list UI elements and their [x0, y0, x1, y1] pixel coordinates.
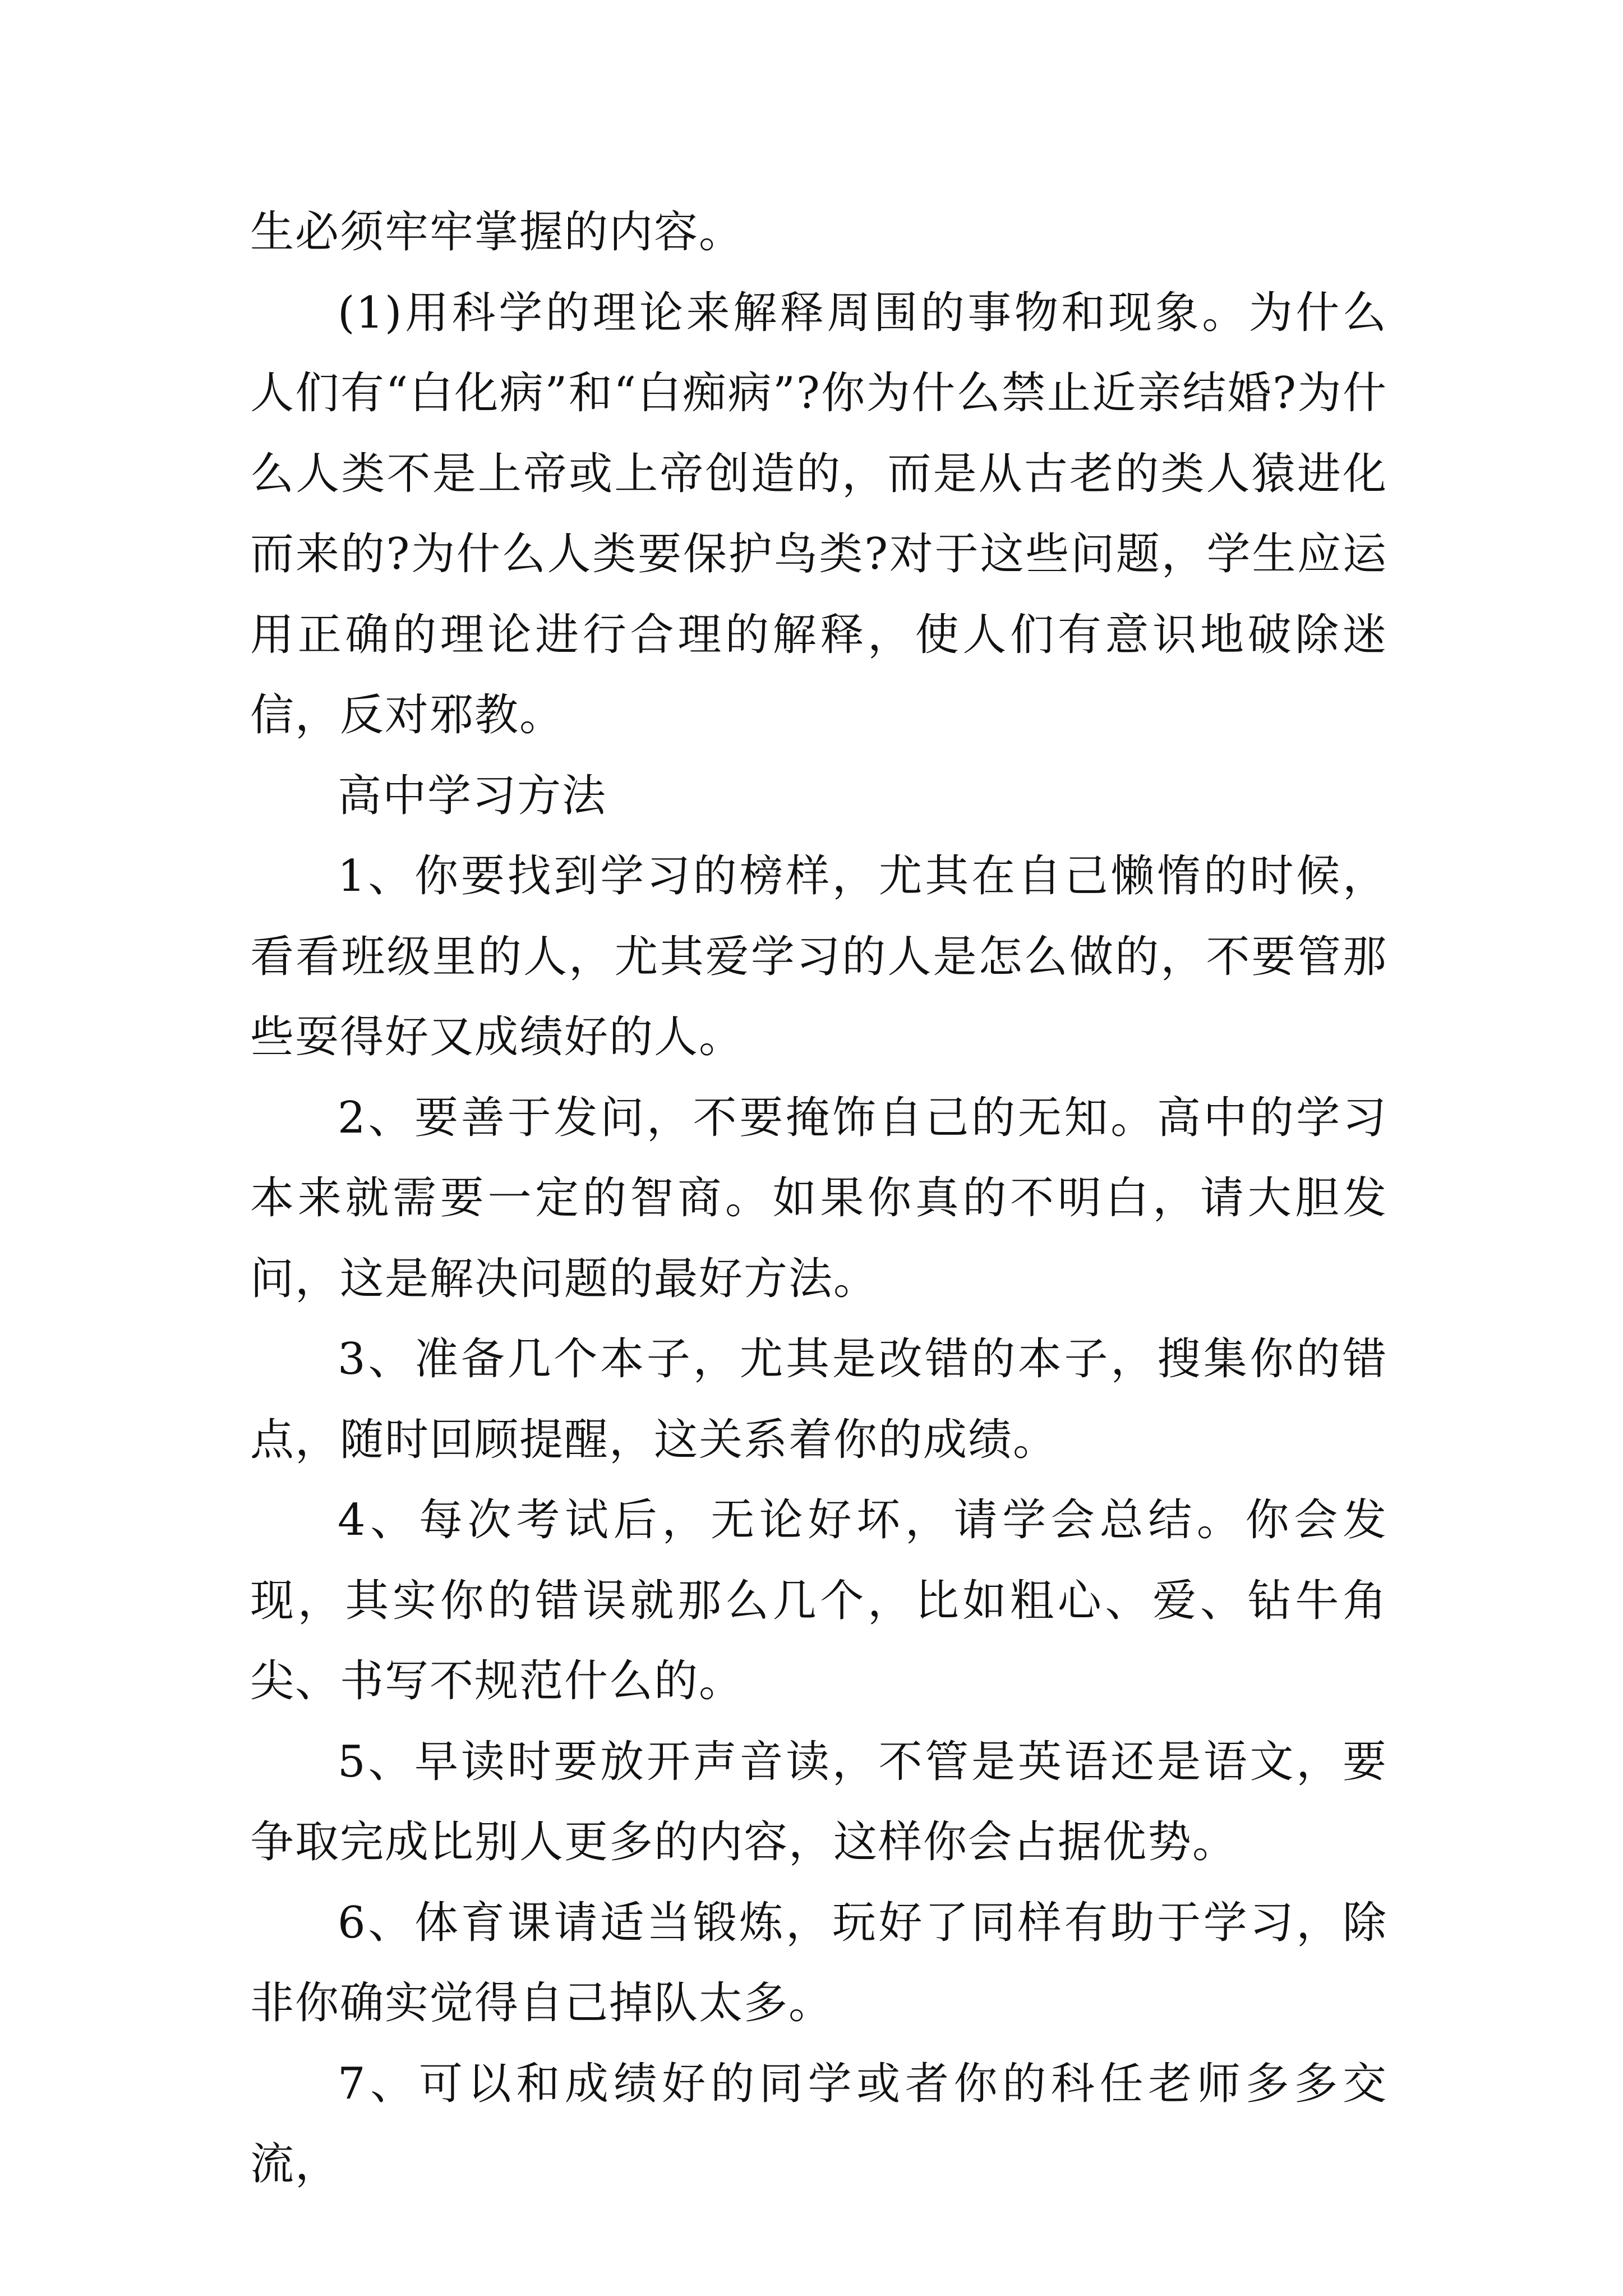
list-item-6: 6、体育课请适当锻炼，玩好了同样有助于学习，除非你确实觉得自己掉队太多。 [250, 1897, 1387, 2028]
paragraph-continuation: 生必须牢牢掌握的内容。 [250, 207, 744, 257]
list-item-3: 3、准备几个本子，尤其是改错的本子，搜集你的错点，随时回顾提醒，这关系着你的成绩。 [250, 1334, 1387, 1465]
list-item-4: 4、每次考试后，无论好坏，请学会总结。你会发现，其实你的错误就那么几个，比如粗心、爱、钻牛角尖、书写不规范什么的。 [250, 1495, 1387, 1706]
section-heading-study-methods: 高中学习方法 [338, 770, 607, 821]
list-item-7: 7、可以和成绩好的同学或者你的科任老师多多交流， [250, 2058, 1387, 2189]
paragraph-science-explanation: (1)用科学的理论来解释周围的事物和现象。为什么人们有“白化病”和“白痴病”?你为什么禁止近亲结婚?为什么人类不是上帝或上帝创造的，而是从古老的类人猿进化而来的?为什么人类要保护鸟类?对于这些问题，学生应运用正确的理论进行合理的解释，使人们有意识地破除迷信，反对邪教。 [250, 287, 1387, 740]
list-item-5: 5、早读时要放开声音读，不管是英语还是语文，要争取完成比别人更多的内容，这样你会占据优势。 [250, 1736, 1387, 1867]
document-body [250, 192, 1387, 2205]
list-item-1: 1、你要找到学习的榜样，尤其在自己懒惰的时候，看看班级里的人，尤其爱学习的人是怎么做的，不要管那些耍得好又成绩好的人。 [250, 851, 1387, 1062]
list-item-2: 2、要善于发问，不要掩饰自己的无知。高中的学习本来就需要一定的智商。如果你真的不明白，请大胆发问，这是解决问题的最好方法。 [250, 1092, 1387, 1304]
